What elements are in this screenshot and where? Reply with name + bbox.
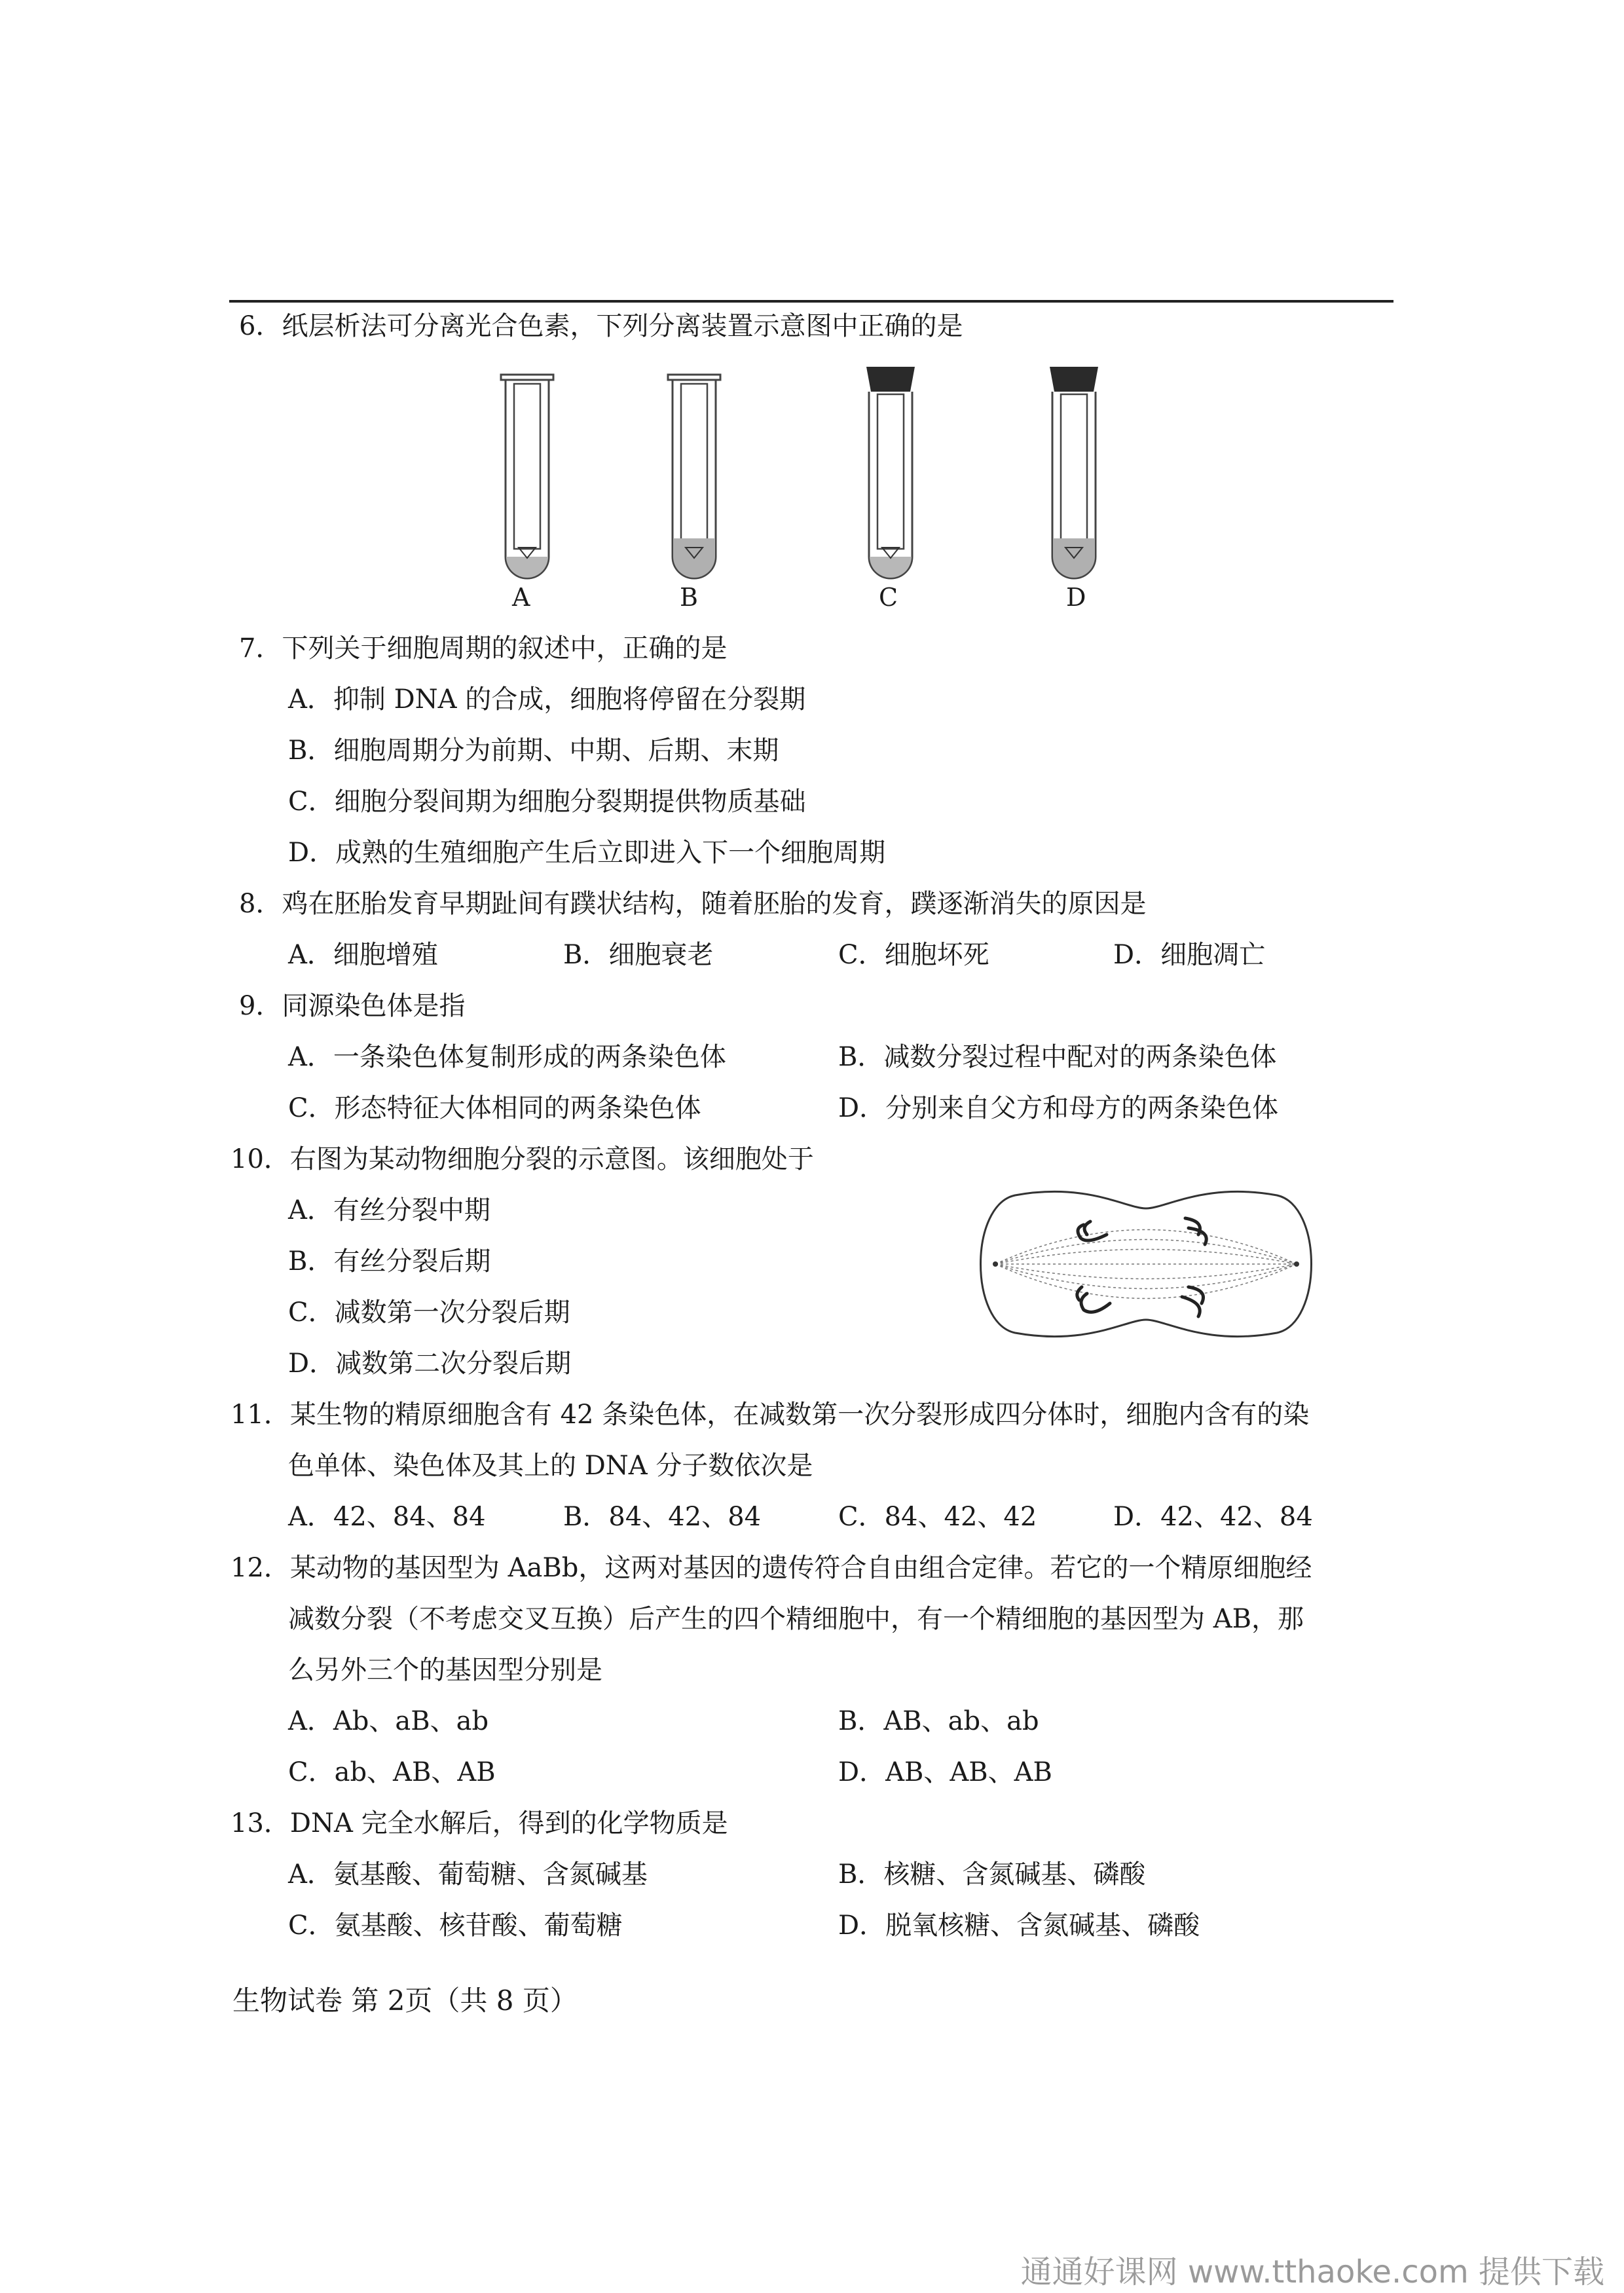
- q9-option-a: A．一条染色体复制形成的两条染色体: [288, 1042, 726, 1072]
- page-footer: 生物试卷 第 2页（共 8 页）: [232, 1985, 578, 2017]
- q12-option-a: A．Ab、aB、ab: [288, 1706, 489, 1736]
- q11-option-d: D．42、42、84: [1113, 1502, 1313, 1532]
- q8-option-b: B．细胞衰老: [563, 940, 714, 970]
- tube-c-icon: [866, 367, 915, 578]
- q11-option-a: A．42、84、84: [288, 1502, 486, 1532]
- tube-d-icon: [1050, 367, 1098, 578]
- q10-option-a: A．有丝分裂中期: [288, 1195, 490, 1225]
- q8-option-c: C．细胞坏死: [838, 940, 989, 970]
- q10-option-b: B．有丝分裂后期: [288, 1246, 491, 1277]
- q9-option-c: C．形态特征大体相同的两条染色体: [288, 1093, 701, 1123]
- q11-option-c: C．84、42、42: [838, 1502, 1037, 1532]
- q13-option-d: D．脱氧核糖、含氮碱基、磷酸: [838, 1911, 1200, 1941]
- tube-label-c: C: [879, 583, 898, 612]
- q8-option-a: A．细胞增殖: [288, 940, 438, 970]
- q11-option-b: B．84、42、84: [563, 1502, 762, 1532]
- tube-b-icon: [668, 375, 720, 578]
- tube-label-a: A: [512, 583, 530, 612]
- cell-division-diagram: [969, 1182, 1323, 1346]
- q10-option-d: D．减数第二次分裂后期: [288, 1349, 572, 1379]
- q7-option-d: D．成熟的生殖细胞产生后立即进入下一个细胞周期: [288, 838, 886, 868]
- tube-a-icon: [501, 375, 553, 578]
- q12-option-c: C．ab、AB、AB: [288, 1757, 496, 1787]
- q10-option-c: C．减数第一次分裂后期: [288, 1297, 570, 1328]
- q11-stem-line2: 色单体、染色体及其上的 DNA 分子数依次是: [288, 1451, 813, 1481]
- q13-option-a: A．氨基酸、葡萄糖、含氮碱基: [288, 1859, 648, 1890]
- q7-option-b: B．细胞周期分为前期、中期、后期、末期: [288, 736, 779, 766]
- q8-option-d: D．细胞凋亡: [1113, 940, 1266, 970]
- q12-option-b: B．AB、ab、ab: [838, 1706, 1039, 1736]
- q12-stem-line3: 么另外三个的基因型分别是: [288, 1655, 602, 1685]
- q6-stem: 6．纸层析法可分离光合色素，下列分离装置示意图中正确的是: [239, 311, 963, 341]
- q8-stem: 8．鸡在胚胎发育早期趾间有蹼状结构，随着胚胎的发育，蹼逐渐消失的原因是: [239, 889, 1147, 919]
- q7-option-a: A．抑制 DNA 的合成，细胞将停留在分裂期: [288, 684, 806, 715]
- q13-option-c: C．氨基酸、核苷酸、葡萄糖: [288, 1911, 623, 1941]
- q9-option-b: B．减数分裂过程中配对的两条染色体: [838, 1042, 1277, 1072]
- q12-stem-line1: 12．某动物的基因型为 AaBb，这两对基因的遗传符合自由组合定律。若它的一个精原细胞经: [231, 1553, 1312, 1583]
- q12-stem-line2: 减数分裂（不考虑交叉互换）后产生的四个精细胞中，有一个精细胞的基因型为 AB，那: [288, 1604, 1304, 1634]
- q9-option-d: D．分别来自父方和母方的两条染色体: [838, 1093, 1279, 1123]
- q11-stem-line1: 11．某生物的精原细胞含有 42 条染色体，在减数第一次分裂形成四分体时，细胞内含有的染: [231, 1400, 1310, 1430]
- q13-stem: 13．DNA 完全水解后，得到的化学物质是: [231, 1808, 728, 1838]
- q7-option-c: C．细胞分裂间期为细胞分裂期提供物质基础: [288, 787, 806, 817]
- q7-stem: 7．下列关于细胞周期的叙述中，正确的是: [239, 633, 728, 663]
- tube-label-d: D: [1066, 583, 1086, 612]
- header-rule: [229, 300, 1393, 303]
- q13-option-b: B．核糖、含氮碱基、磷酸: [838, 1859, 1146, 1890]
- tube-label-b: B: [680, 583, 698, 612]
- q9-stem: 9．同源染色体是指: [239, 991, 466, 1021]
- q10-stem: 10．右图为某动物细胞分裂的示意图。该细胞处于: [231, 1144, 814, 1174]
- test-tube-diagram: [485, 367, 1139, 583]
- q12-option-d: D．AB、AB、AB: [838, 1757, 1052, 1787]
- watermark: 通通好课网 www.tthaoke.com 提供下载: [1020, 2254, 1604, 2290]
